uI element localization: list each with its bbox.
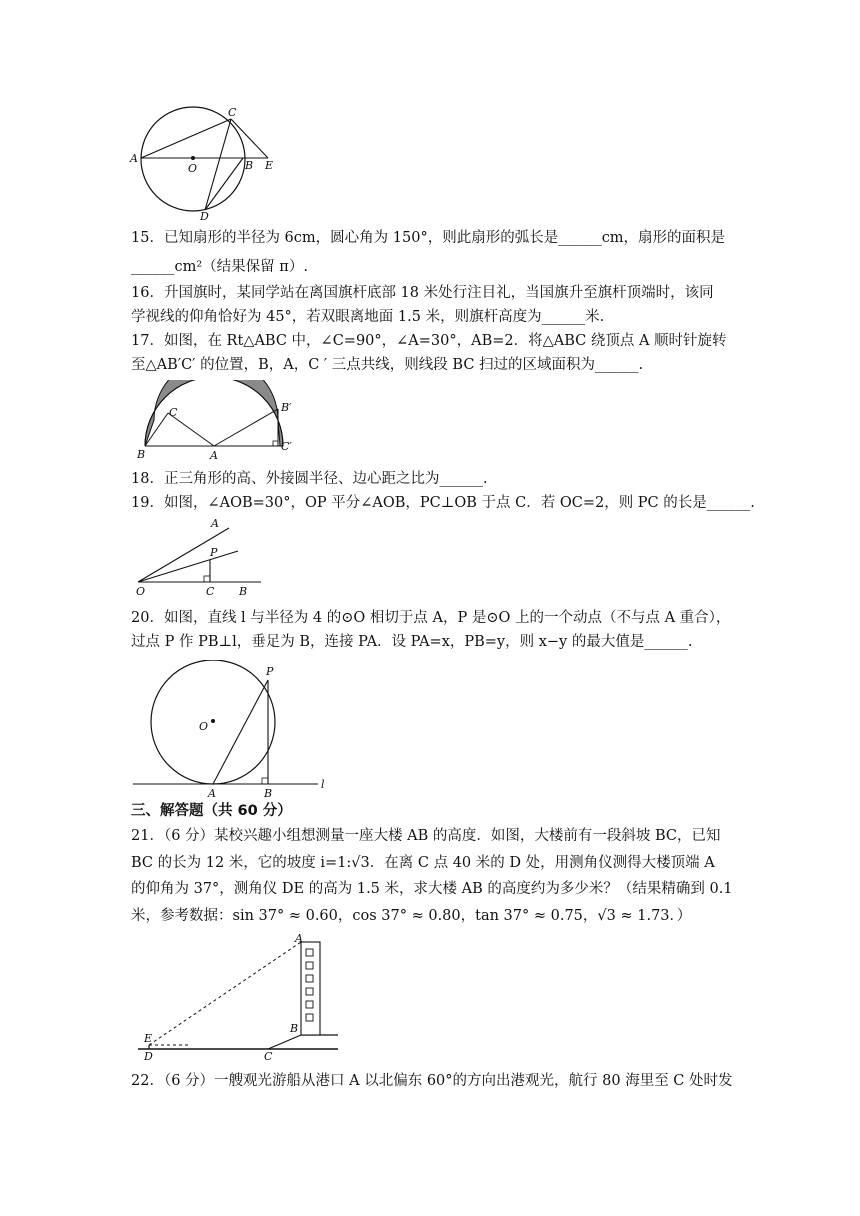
label-o: O <box>136 585 146 598</box>
q20-line2: 过点 P 作 PB⊥l，垂足为 B，连接 PA．设 PA=x，PB=y，则 x−y 的最大值是______. <box>131 634 693 650</box>
label-c-prime: C′ <box>281 440 292 453</box>
label-a: A <box>208 787 216 800</box>
center-dot <box>211 719 215 723</box>
q20-line1: 20．如图，直线 l 与半径为 4 的⊙O 相切于点 A，P 是⊙O 上的一个动点（不与点 A 重合）， <box>131 610 731 626</box>
q19-text: 19．如图，∠AOB=30°，OP 平分∠AOB，PC⊥OB 于点 C．若 OC=2，则 PC 的长是______. <box>131 495 755 511</box>
label-a: A <box>210 449 218 462</box>
label-o: O <box>188 162 198 175</box>
q17-line1: 17．如图，在 Rt△ABC 中，∠C=90°，∠A=30°，AB=2．将△ABC 绕顶点 A 顺时针旋转 <box>131 333 727 349</box>
label-b: B <box>264 787 273 800</box>
label-c: C <box>264 1050 273 1060</box>
center-dot <box>191 156 195 160</box>
label-a: A <box>295 932 303 945</box>
segment-db <box>205 158 243 210</box>
q21-line3: 的仰角为 37°，测角仪 DE 的高为 1.5 米，求大楼 AB 的高度约为多少米？（结果精确到 0.1 <box>131 881 733 897</box>
label-b: B <box>245 159 254 172</box>
q17-line2: 至△AB′C′ 的位置，B，A，C ′ 三点共线，则线段 BC 扫过的区域面积为______. <box>131 357 644 373</box>
swept-region <box>145 380 283 446</box>
label-o: O <box>199 720 209 733</box>
segment-cd <box>205 119 231 210</box>
figure-q14 <box>128 102 288 222</box>
right-angle-mark <box>273 441 278 446</box>
label-b: B <box>137 448 146 461</box>
figure-q20 <box>128 660 333 800</box>
label-c: C <box>169 406 178 419</box>
slope-bc <box>268 1035 301 1049</box>
q15-line2: ______cm²（结果保留 π）. <box>131 259 308 275</box>
label-d: D <box>200 210 209 222</box>
q16-line1: 16．升国旗时，某同学站在离国旗杆底部 18 米处行注目礼，当国旗升至旗杆顶端时，该同 <box>131 285 714 301</box>
label-b: B <box>290 1022 299 1035</box>
segment-pa <box>213 680 268 784</box>
ray-op <box>138 551 238 582</box>
label-d: D <box>144 1050 153 1060</box>
label-b-prime: B′ <box>281 401 292 414</box>
q22-line1: 22．（6 分）一艘观光游船从港口 A 以北偏东 60°的方向出港观光，航行 80 海里至 C 处时发 <box>131 1073 733 1089</box>
label-p: P <box>210 546 218 559</box>
right-angle-mark <box>262 778 268 784</box>
label-b: B <box>239 585 248 598</box>
q18-text: 18．正三角形的高、外接圆半径、边心距之比为______. <box>131 471 488 487</box>
label-p: P <box>266 665 274 678</box>
figure-q17 <box>133 380 303 462</box>
label-a: A <box>211 517 219 530</box>
q15-line1: 15．已知扇形的半径为 6cm，圆心角为 150°，则此扇形的弧长是______cm，扇形的面积是 <box>131 230 726 246</box>
right-angle-mark <box>204 576 210 582</box>
q16-line2: 学视线的仰角恰好为 45°，若双眼离地面 1.5 米，则旗杆高度为______米. <box>131 309 605 325</box>
figure-q19 <box>133 515 268 599</box>
label-l: l <box>321 778 325 791</box>
q21-line2: BC 的长为 12 米，它的坡度 i=1:√3．在离 C 点 40 米的 D 处，用测角仪测得大楼顶端 A <box>131 855 715 871</box>
label-c: C <box>206 585 215 598</box>
segment-ce <box>231 119 268 158</box>
sight-line-ea <box>149 942 301 1045</box>
label-a: A <box>130 152 138 165</box>
label-e: E <box>144 1032 153 1045</box>
segment-ab2 <box>214 409 278 446</box>
figure-q21 <box>133 932 343 1060</box>
section-heading: 三、解答题（共 60 分） <box>131 803 292 819</box>
q21-line4: 米，参考数据：sin 37° ≈ 0.60，cos 37° ≈ 0.80，tan 37° ≈ 0.75，√3 ≈ 1.73．） <box>131 908 692 924</box>
label-e: E <box>265 159 274 172</box>
label-c: C <box>228 106 237 119</box>
q21-line1: 21．（6 分）某校兴趣小组想测量一座大楼 AB 的高度．如图，大楼前有一段斜坡 BC，已知 <box>131 828 721 844</box>
